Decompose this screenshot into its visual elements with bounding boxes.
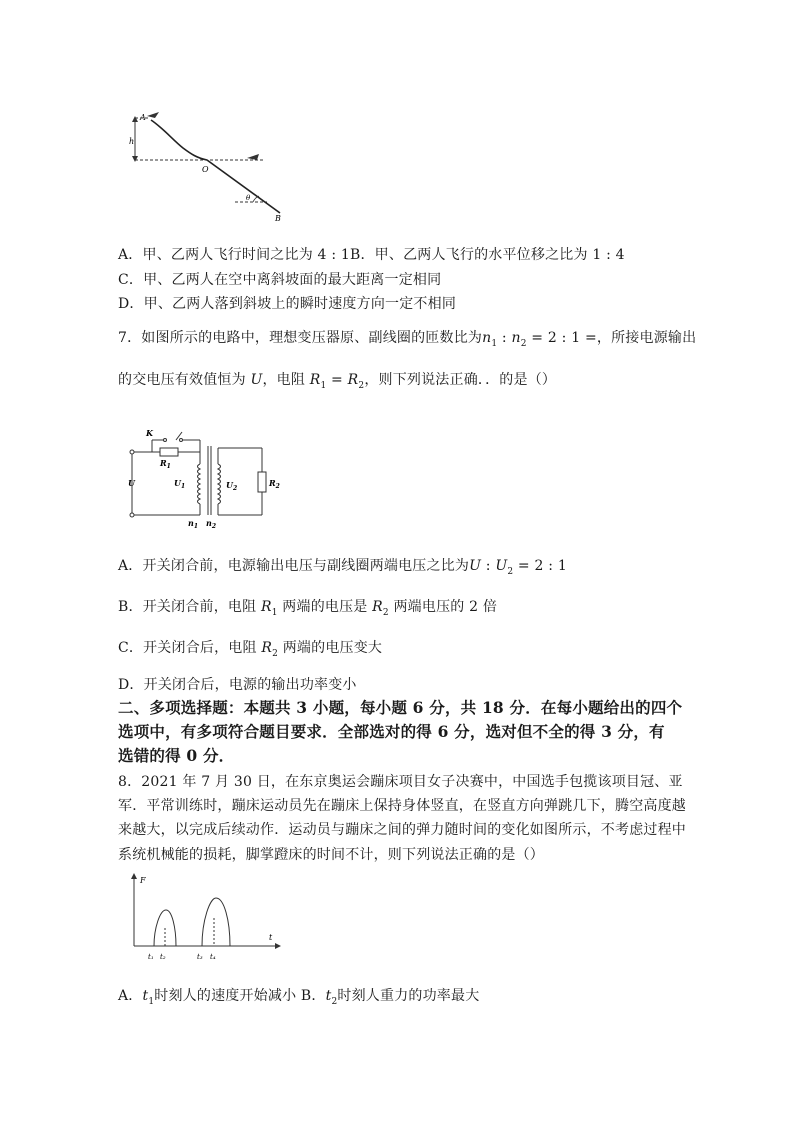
section2-heading-line3: 选错的得 0 分． (118, 746, 235, 765)
q7-eq: = (326, 372, 348, 388)
slope-line (207, 160, 280, 213)
q7-option-c-2: 两端的电压变大 (278, 640, 383, 656)
label-r2: $R_2$ (269, 478, 280, 490)
skier-o-icon (247, 154, 259, 160)
q8-stem-line3: 来越大，以完成后续动作．运动员与蹦床之间的弹力随时间的变化如图所示，不考虑过程中 (118, 822, 686, 838)
theta-arc (253, 196, 259, 202)
q7-n2: n (511, 330, 521, 346)
q8-option-ab-t2: t (325, 988, 332, 1004)
q7-stem-line2 (118, 370, 556, 396)
label-f: F (140, 876, 146, 885)
terminal-top (130, 450, 134, 454)
q7-u: U (250, 372, 263, 388)
q7-option-a-colon: : (481, 558, 496, 574)
tick-t3: t₃ (197, 953, 203, 961)
q7-option-a-u2: U (495, 558, 508, 574)
x-arrow (275, 943, 281, 949)
label-n2: $n_2$ (206, 518, 217, 530)
q7-option-c-1: C．开关闭合后，电阻 (118, 640, 262, 656)
q7-stem2-c: ，则下列说法正确．．的是（） (364, 372, 557, 388)
q7-n1-sub: 1 (491, 338, 498, 349)
label-r1: $R_1$ (160, 458, 171, 470)
label-u: U (128, 478, 135, 488)
q7-option-c-r2-sub: 2 (272, 648, 279, 659)
q7-stem-line1 (118, 328, 696, 354)
figure-force-time-graph (124, 870, 284, 964)
q7-option-c (118, 638, 382, 664)
terminal-bottom (130, 513, 134, 517)
q7-stem2-text: 的交电压有效值恒为 (118, 372, 251, 388)
q7-option-d: D．开关闭合后，电源的输出功率变小 (118, 677, 357, 693)
label-t: t (269, 933, 273, 942)
q8-option-ab-1: A． (118, 988, 143, 1004)
q7-option-b-3: 两端电压的 2 倍 (388, 599, 498, 615)
q7-r2: R (347, 372, 359, 388)
label-h: h (129, 137, 135, 146)
q7-option-a-val: = 2 : 1 (513, 558, 567, 574)
q7-option-a-u: U (469, 558, 482, 574)
y-arrow (131, 873, 137, 879)
height-arrow-bottom (132, 156, 138, 162)
label-a: A (140, 113, 146, 122)
q8-option-ab-2: 时刻人的速度开始减小 B． (154, 988, 326, 1004)
q8-option-ab-3: 时刻人重力的功率最大 (337, 988, 480, 1004)
q7-r1-sub: 1 (320, 380, 327, 391)
q7-option-a (118, 556, 567, 582)
label-u2: $U_2$ (226, 480, 238, 492)
switch-contact-left (164, 439, 167, 442)
section2-heading-line2: 选项中，有多项符合题目要求．全部选对的得 6 分，选对但不全的得 3 分，有 (118, 722, 665, 741)
q6-option-c: C．甲、乙两人在空中离斜坡面的最大距离一定相同 (118, 272, 442, 288)
q7-option-a-text: A．开关闭合前，电源输出电压与副线圈两端电压之比为 (118, 558, 470, 574)
q7-option-b-r1-sub: 1 (271, 607, 278, 618)
section2-heading-line1: 二、多项选择题：本题共 3 小题，每小题 6 分，共 18 分．在每小题给出的四个 (118, 698, 683, 717)
q7-option-b-1: B．开关闭合前，电阻 (118, 599, 261, 615)
q7-r2-sub: 2 (358, 380, 365, 391)
label-n1: $n_1$ (188, 518, 199, 530)
q7-stem-tail: ，所接电源输出 (596, 330, 697, 346)
skier-a-icon (147, 112, 159, 118)
q8-stem-line2: 军．平常训练时，蹦床运动员先在蹦床上保持身体竖直，在竖直方向弹跳几下，腾空高度越 (118, 798, 686, 814)
q8-option-ab-t1-sub: 1 (148, 996, 155, 1007)
label-theta: θ (246, 194, 251, 202)
q7-r1: R (309, 372, 321, 388)
pulse-2 (202, 898, 230, 946)
q7-stem2-b: ，电阻 (262, 372, 310, 388)
q7-ratio: = 2 : 1 = (526, 330, 597, 346)
label-o: O (202, 165, 209, 174)
tick-t2: t₂ (160, 953, 166, 961)
q7-option-c-r2: R (261, 640, 273, 656)
switch-contact-right (180, 439, 183, 442)
q6-option-ab: A．甲、乙两人飞行时间之比为 4 : 1B．甲、乙两人飞行的水平位移之比为 1 : 4 (118, 247, 625, 263)
figure-ski-slope (125, 108, 295, 226)
q6-option-d: D．甲、乙两人落到斜坡上的瞬时速度方向一定不相同 (118, 296, 457, 312)
label-b: B (275, 214, 281, 223)
figure-transformer-circuit (124, 412, 284, 532)
label-u1: $U_1$ (174, 478, 186, 490)
q7-option-a-u2-sub: 2 (507, 566, 514, 577)
resistor-r1 (160, 448, 178, 456)
q7-colon: : (497, 330, 512, 346)
q7-n2-sub: 2 (520, 338, 527, 349)
q7-option-b-r1: R (260, 599, 272, 615)
label-k: K (146, 428, 153, 438)
q8-option-ab (118, 986, 479, 1012)
q8-stem-line4: 系统机械能的损耗，脚掌蹬床的时间不计，则下列说法正确的是（） (118, 847, 544, 863)
height-arrow-top (132, 116, 138, 122)
resistor-r2 (258, 472, 266, 492)
q8-option-ab-t1: t (142, 988, 149, 1004)
q7-option-b (118, 597, 497, 623)
tick-t1: t₁ (148, 953, 154, 961)
tick-t4: t₄ (210, 953, 216, 961)
q7-option-b-r2-sub: 2 (382, 607, 389, 618)
q7-n1: n (482, 330, 492, 346)
q8-option-ab-t2-sub: 2 (331, 996, 338, 1007)
ski-curve (151, 120, 207, 160)
q7-option-b-r2: R (372, 599, 383, 615)
q7-option-b-2: 两端的电压是 (277, 599, 373, 615)
q8-stem-line1: 8．2021 年 7 月 30 日，在东京奥运会蹦床项目女子决赛中，中国选手包揽该项目冠、亚 (118, 774, 683, 790)
q7-stem-text: 7．如图所示的电路中，理想变压器原、副线圈的匝数比为 (118, 330, 483, 346)
